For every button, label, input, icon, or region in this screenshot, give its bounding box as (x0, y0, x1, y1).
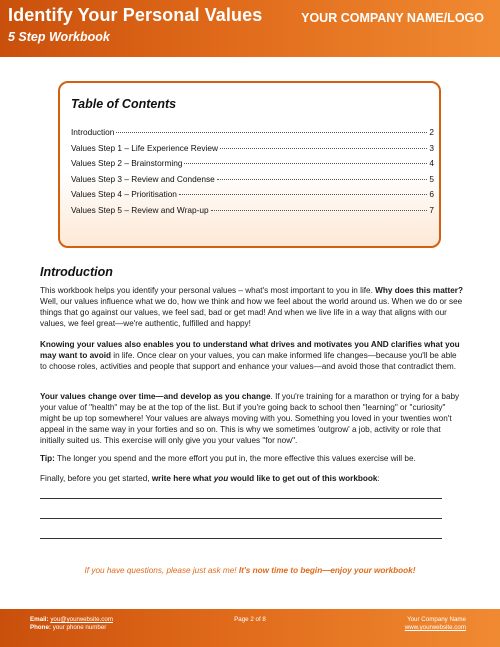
toc-entry[interactable] (71, 205, 434, 221)
toc-entry[interactable] (71, 127, 434, 143)
toc-leader (184, 163, 427, 164)
answer-line[interactable] (40, 538, 442, 539)
text-run-bold: write here what (151, 474, 214, 483)
website-link[interactable]: www.yourwebsite.com (404, 624, 466, 631)
toc-entry-label: Values Step 2 – Brainstorming (71, 158, 183, 168)
text-run-bold: Knowing your values also enables you to understand what drives and motivates you AND clarifies what you may want to avoid (40, 340, 460, 360)
toc-leader (211, 210, 428, 211)
toc-entry-page: 6 (429, 189, 434, 199)
phone-value: your phone number (52, 624, 107, 631)
toc-entry-page: 5 (429, 173, 434, 184)
page-number: Page 2 of 8 (234, 616, 266, 623)
closing-message (0, 566, 500, 575)
instruction-paragraph (40, 473, 464, 484)
text-run-bold: Why does this matter? (375, 286, 463, 295)
footer-company (405, 616, 466, 632)
toc-entry[interactable] (71, 143, 434, 159)
text-run: Finally, before you get started, (40, 474, 152, 483)
toc-entry-page: 4 (429, 158, 434, 168)
text-run: : (377, 474, 380, 483)
toc-entry-label: Introduction (71, 127, 115, 137)
text-run-bold: Your values change over time—and develop as you change (40, 392, 271, 401)
toc-entry-label: Values Step 3 – Review and Condense (71, 173, 215, 184)
document-title: Identify Your Personal Values (8, 5, 263, 25)
tip-paragraph (40, 453, 464, 464)
answer-line[interactable] (40, 518, 442, 519)
text-run-bold: would like to get out of this workbook (228, 474, 378, 483)
text-run-bold-italic: you (213, 474, 229, 483)
page-footer (0, 609, 500, 647)
table-of-contents (58, 81, 441, 248)
toc-entry-label: Values Step 1 – Life Experience Review (71, 142, 218, 153)
text-run: . If you're training for a marathon or trying for a baby your value of "health" may be at the top of the list. But if you're going back to school then "learning" or "curiosity" might be up top somewhere! Your values are always moving with you. Something you loved in your twenties won't appeal in the same way in your forties and so on. This is why we sometimes 'outgrow' a job, activity or role that initially suited us. This exercise will only give you your values "for now". (40, 392, 460, 445)
toc-entry[interactable] (71, 174, 434, 190)
toc-entry-label: Values Step 4 – Prioritisation (71, 189, 177, 199)
document-subtitle: 5 Step Workbook (8, 30, 110, 44)
toc-leader (217, 179, 428, 180)
introduction-heading: Introduction (40, 265, 113, 279)
company-logo-placeholder: YOUR COMPANY NAME/LOGO (301, 11, 484, 25)
intro-paragraph-2 (40, 339, 464, 372)
toc-list (71, 127, 434, 220)
closing-text-bold: It's now time to begin—enjoy your workbook! (238, 566, 416, 575)
email-link[interactable]: you@yourwebsite.com (50, 616, 113, 623)
closing-text: If you have questions, please just ask me! (84, 566, 239, 575)
tip-label: Tip: (40, 454, 55, 463)
intro-paragraph-3 (40, 391, 464, 446)
toc-leader (116, 132, 427, 133)
tip-text: The longer you spend and the more effort you put in, the more effective this values exercise will be. (54, 454, 416, 463)
toc-entry-page: 3 (429, 142, 434, 153)
toc-entry-page: 2 (429, 127, 434, 137)
text-run: This workbook helps you identify your personal values – what's most important to you in life. (40, 286, 376, 295)
toc-leader (179, 194, 427, 195)
intro-paragraph-1 (40, 285, 464, 329)
page-header (0, 0, 500, 57)
email-label: Email: (30, 616, 49, 623)
toc-entry-page: 7 (429, 204, 434, 215)
toc-entry[interactable] (71, 189, 434, 205)
toc-leader (220, 148, 427, 149)
answer-line[interactable] (40, 498, 442, 499)
phone-label: Phone: (30, 624, 51, 631)
toc-entry[interactable] (71, 158, 434, 174)
footer-company-name: Your Company Name (407, 616, 466, 623)
toc-title: Table of Contents (71, 97, 177, 111)
text-run: Well, our values influence what we do, how we think and how we feel about the world around us. When we do or see things that go against our values, we feel sad, bad or get mad! And when we live life in a way that aligns with our values, we feel great—we're authentic, fulfilled and happy! (40, 297, 463, 328)
text-run: in life. Once clear on your values, you can make informed life changes—because you'll be able to choose roles, activities and people that support and enhance your values—and avoid those that contradict them. (40, 351, 457, 371)
toc-entry-label: Values Step 5 – Review and Wrap-up (71, 204, 209, 215)
